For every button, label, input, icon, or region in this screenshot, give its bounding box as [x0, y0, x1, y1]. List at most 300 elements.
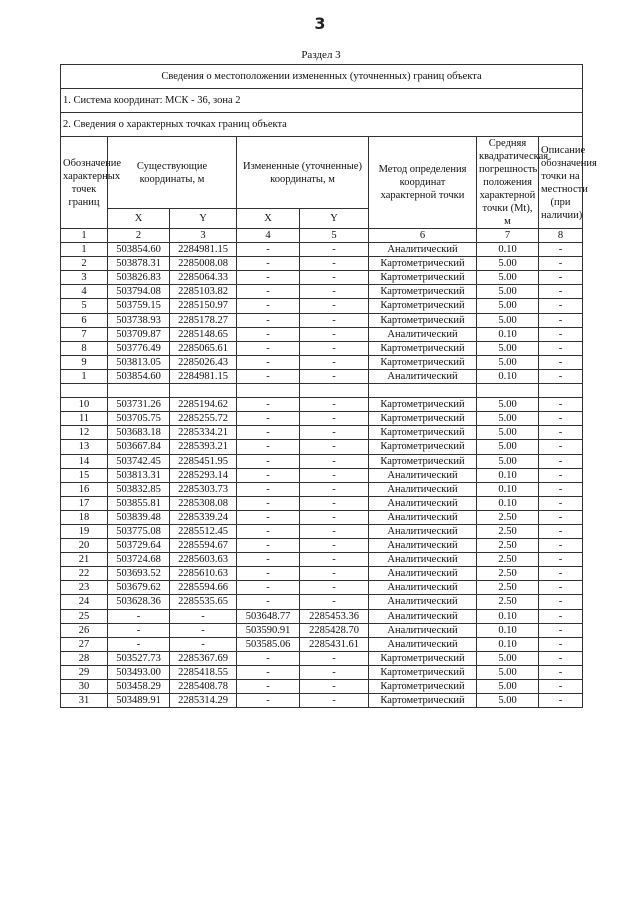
- table-row: [61, 327, 583, 341]
- cell-existing-x: 503705.75: [108, 412, 170, 426]
- cell-point-number: 28: [61, 651, 108, 665]
- cell-changed-y: -: [300, 651, 369, 665]
- cell-method: Аналитический: [369, 539, 477, 553]
- cell-existing-y: 2285339.24: [170, 510, 237, 524]
- cell-error: 0.10: [477, 468, 539, 482]
- header-point: Обозначение характерных точек границ: [61, 137, 108, 229]
- cell-changed-y: -: [300, 341, 369, 355]
- cell-changed-x: -: [237, 468, 300, 482]
- cell-description: -: [539, 271, 583, 285]
- cell-point-number: 5: [61, 299, 108, 313]
- cell-changed-x: -: [237, 243, 300, 257]
- cell-existing-y: 2284981.15: [170, 369, 237, 383]
- cell-point-number: 20: [61, 539, 108, 553]
- cell-changed-x: -: [237, 665, 300, 679]
- cell-changed-y: -: [300, 468, 369, 482]
- cell-changed-y: -: [300, 398, 369, 412]
- cell-description: -: [539, 243, 583, 257]
- header-description: Описание обозначения точки на местности (при наличии): [539, 137, 583, 229]
- cell-description: -: [539, 595, 583, 609]
- cell-point-number: 4: [61, 285, 108, 299]
- cell-description: -: [539, 694, 583, 708]
- cell-description: -: [539, 398, 583, 412]
- cell-changed-y: -: [300, 327, 369, 341]
- cell-changed-y: -: [300, 285, 369, 299]
- cell-error: 0.10: [477, 637, 539, 651]
- cell-point-number: 13: [61, 440, 108, 454]
- cell-existing-y: 2285334.21: [170, 426, 237, 440]
- cell-existing-x: 503729.64: [108, 539, 170, 553]
- cell-changed-x: -: [237, 581, 300, 595]
- cell-changed-x: -: [237, 341, 300, 355]
- cell-description: -: [539, 680, 583, 694]
- cell-changed-x: -: [237, 398, 300, 412]
- cell-error: 5.00: [477, 426, 539, 440]
- cell-changed-x: -: [237, 496, 300, 510]
- cell-changed-x: -: [237, 440, 300, 454]
- cell-method: Аналитический: [369, 510, 477, 524]
- cell-changed-x: -: [237, 454, 300, 468]
- cell-description: -: [539, 327, 583, 341]
- cell-error: 0.10: [477, 327, 539, 341]
- cell-method: Аналитический: [369, 553, 477, 567]
- header-changed-x: X: [237, 209, 300, 229]
- cell-existing-x: 503527.73: [108, 651, 170, 665]
- cell-error: 5.00: [477, 412, 539, 426]
- cell-error: 2.50: [477, 553, 539, 567]
- cell-changed-y: -: [300, 369, 369, 383]
- cell-changed-y: -: [300, 665, 369, 679]
- column-number: 4: [237, 229, 300, 243]
- cell-changed-x: -: [237, 426, 300, 440]
- cell-changed-y: -: [300, 482, 369, 496]
- cell-changed-x: -: [237, 510, 300, 524]
- cell-error: 5.00: [477, 313, 539, 327]
- cell-method: Картометрический: [369, 680, 477, 694]
- table-row: [61, 595, 583, 609]
- cell-existing-x: -: [108, 637, 170, 651]
- cell-point-number: 27: [61, 637, 108, 651]
- column-number: 3: [170, 229, 237, 243]
- cell-changed-x: -: [237, 412, 300, 426]
- table-row: [61, 581, 583, 595]
- cell-point-number: [61, 384, 108, 398]
- cell-method: Картометрический: [369, 257, 477, 271]
- column-numbers-row: [61, 229, 583, 243]
- cell-existing-x: 503855.81: [108, 496, 170, 510]
- cell-error: 5.00: [477, 398, 539, 412]
- cell-existing-y: 2285255.72: [170, 412, 237, 426]
- cell-error: 5.00: [477, 694, 539, 708]
- cell-existing-x: 503724.68: [108, 553, 170, 567]
- table-row: [61, 510, 583, 524]
- cell-description: -: [539, 355, 583, 369]
- cell-existing-y: 2285393.21: [170, 440, 237, 454]
- cell-existing-x: 503776.49: [108, 341, 170, 355]
- cell-point-number: 30: [61, 680, 108, 694]
- cell-existing-x: 503731.26: [108, 398, 170, 412]
- cell-point-number: 18: [61, 510, 108, 524]
- cell-existing-y: 2285603.63: [170, 553, 237, 567]
- cell-existing-x: 503759.15: [108, 299, 170, 313]
- cell-changed-x: -: [237, 285, 300, 299]
- cell-changed-x: -: [237, 299, 300, 313]
- cell-changed-x: -: [237, 271, 300, 285]
- cell-changed-y: -: [300, 299, 369, 313]
- cell-existing-y: 2285418.55: [170, 665, 237, 679]
- cell-existing-y: 2285103.82: [170, 285, 237, 299]
- cell-error: 2.50: [477, 595, 539, 609]
- cell-existing-x: 503813.31: [108, 468, 170, 482]
- cell-changed-x: -: [237, 567, 300, 581]
- cell-existing-y: 2285026.43: [170, 355, 237, 369]
- table-row: [61, 609, 583, 623]
- table-row: [61, 426, 583, 440]
- cell-description: -: [539, 468, 583, 482]
- cell-description: -: [539, 454, 583, 468]
- cell-method: Аналитический: [369, 468, 477, 482]
- column-number: 7: [477, 229, 539, 243]
- cell-existing-y: -: [170, 637, 237, 651]
- cell-existing-y: 2285194.62: [170, 398, 237, 412]
- cell-changed-x: -: [237, 553, 300, 567]
- cell-existing-y: [170, 384, 237, 398]
- cell-changed-x: 503590.91: [237, 623, 300, 637]
- cell-changed-y: -: [300, 694, 369, 708]
- cell-point-number: 1: [61, 243, 108, 257]
- cell-changed-y: -: [300, 454, 369, 468]
- cell-method: Картометрический: [369, 412, 477, 426]
- section-heading: Раздел 3: [301, 49, 341, 61]
- cell-error: 0.10: [477, 609, 539, 623]
- cell-existing-y: 2285303.73: [170, 482, 237, 496]
- cell-error: 5.00: [477, 299, 539, 313]
- table-row: [61, 440, 583, 454]
- table-row: [61, 384, 583, 398]
- header-existing: Существующие координаты, м: [108, 137, 237, 209]
- table-row: [61, 524, 583, 538]
- cell-existing-x: 503683.18: [108, 426, 170, 440]
- cell-method: Картометрический: [369, 313, 477, 327]
- cell-existing-x: 503813.05: [108, 355, 170, 369]
- cell-changed-x: 503585.06: [237, 637, 300, 651]
- cell-existing-x: 503709.87: [108, 327, 170, 341]
- cell-point-number: 24: [61, 595, 108, 609]
- boundary-points-table: [60, 64, 597, 708]
- cell-description: -: [539, 482, 583, 496]
- cell-error: 5.00: [477, 355, 539, 369]
- cell-error: 2.50: [477, 539, 539, 553]
- cell-changed-x: -: [237, 539, 300, 553]
- cell-point-number: 1: [61, 369, 108, 383]
- table-row: [61, 398, 583, 412]
- table-row: [61, 539, 583, 553]
- cell-point-number: 3: [61, 271, 108, 285]
- cell-method: Картометрический: [369, 426, 477, 440]
- cell-description: -: [539, 496, 583, 510]
- cell-error: 2.50: [477, 524, 539, 538]
- cell-error: 0.10: [477, 496, 539, 510]
- cell-point-number: 21: [61, 553, 108, 567]
- cell-existing-y: 2285064.33: [170, 271, 237, 285]
- table-row: [61, 299, 583, 313]
- table-row: [61, 468, 583, 482]
- cell-error: 5.00: [477, 454, 539, 468]
- cell-point-number: 10: [61, 398, 108, 412]
- cell-existing-y: 2285178.27: [170, 313, 237, 327]
- cell-existing-y: 2285512.45: [170, 524, 237, 538]
- cell-error: 5.00: [477, 440, 539, 454]
- cell-error: 2.50: [477, 567, 539, 581]
- cell-method: Картометрический: [369, 341, 477, 355]
- cell-method: Аналитический: [369, 327, 477, 341]
- cell-method: Аналитический: [369, 637, 477, 651]
- column-number: 6: [369, 229, 477, 243]
- cell-existing-y: 2285367.69: [170, 651, 237, 665]
- table-row: [61, 369, 583, 383]
- header-changed: Измененные (уточненные) координаты, м: [237, 137, 369, 209]
- cell-changed-y: -: [300, 553, 369, 567]
- cell-method: Аналитический: [369, 243, 477, 257]
- cell-existing-y: -: [170, 609, 237, 623]
- cell-point-number: 15: [61, 468, 108, 482]
- cell-method: [369, 384, 477, 398]
- coord-system: 1. Система координат: МСК - 36, зона 2: [61, 89, 583, 113]
- cell-changed-y: -: [300, 496, 369, 510]
- table-row: [61, 651, 583, 665]
- cell-error: 2.50: [477, 581, 539, 595]
- cell-description: -: [539, 567, 583, 581]
- cell-changed-x: -: [237, 595, 300, 609]
- cell-existing-x: 503742.45: [108, 454, 170, 468]
- cell-error: 5.00: [477, 257, 539, 271]
- cell-changed-y: -: [300, 271, 369, 285]
- cell-existing-y: 2285594.66: [170, 581, 237, 595]
- cell-changed-y: -: [300, 595, 369, 609]
- cell-method: Аналитический: [369, 567, 477, 581]
- cell-method: Аналитический: [369, 524, 477, 538]
- cell-point-number: 9: [61, 355, 108, 369]
- table-row: [61, 243, 583, 257]
- cell-existing-y: 2285150.97: [170, 299, 237, 313]
- cell-point-number: 16: [61, 482, 108, 496]
- cell-description: -: [539, 341, 583, 355]
- cell-changed-x: [237, 384, 300, 398]
- header-error: Средняя квадратическая погрешность положения характерной точки (Mt), м: [477, 137, 539, 229]
- cell-method: Аналитический: [369, 623, 477, 637]
- cell-changed-y: -: [300, 680, 369, 694]
- cell-changed-y: 2285453.36: [300, 609, 369, 623]
- cell-existing-y: 2285148.65: [170, 327, 237, 341]
- cell-method: Картометрический: [369, 651, 477, 665]
- cell-changed-y: -: [300, 581, 369, 595]
- cell-existing-x: [108, 384, 170, 398]
- cell-method: Картометрический: [369, 299, 477, 313]
- cell-point-number: 19: [61, 524, 108, 538]
- cell-method: Картометрический: [369, 665, 477, 679]
- cell-existing-x: 503458.29: [108, 680, 170, 694]
- cell-method: Аналитический: [369, 609, 477, 623]
- column-number: 2: [108, 229, 170, 243]
- column-number: 5: [300, 229, 369, 243]
- table-row: [61, 257, 583, 271]
- cell-point-number: 14: [61, 454, 108, 468]
- column-number: 1: [61, 229, 108, 243]
- cell-description: [539, 384, 583, 398]
- table-row: [61, 355, 583, 369]
- cell-existing-y: 2285308.08: [170, 496, 237, 510]
- cell-error: 0.10: [477, 482, 539, 496]
- table-row: [61, 313, 583, 327]
- cell-existing-x: -: [108, 609, 170, 623]
- cell-point-number: 12: [61, 426, 108, 440]
- cell-changed-x: 503648.77: [237, 609, 300, 623]
- cell-point-number: 17: [61, 496, 108, 510]
- cell-point-number: 11: [61, 412, 108, 426]
- cell-point-number: 6: [61, 313, 108, 327]
- cell-method: Картометрический: [369, 440, 477, 454]
- cell-description: -: [539, 313, 583, 327]
- cell-existing-y: 2285314.29: [170, 694, 237, 708]
- cell-error: 0.10: [477, 243, 539, 257]
- table-row: [61, 680, 583, 694]
- cell-method: Аналитический: [369, 595, 477, 609]
- table-row: [61, 454, 583, 468]
- table-row: [61, 412, 583, 426]
- cell-changed-x: -: [237, 355, 300, 369]
- cell-changed-y: -: [300, 524, 369, 538]
- cell-existing-y: 2285008.08: [170, 257, 237, 271]
- cell-existing-x: 503667.84: [108, 440, 170, 454]
- cell-changed-y: 2285428.70: [300, 623, 369, 637]
- cell-error: [477, 384, 539, 398]
- table-row: [61, 271, 583, 285]
- cell-existing-x: 503794.08: [108, 285, 170, 299]
- cell-description: -: [539, 299, 583, 313]
- table-row: [61, 623, 583, 637]
- table-row: [61, 567, 583, 581]
- cell-changed-x: -: [237, 327, 300, 341]
- cell-point-number: 25: [61, 609, 108, 623]
- cell-existing-x: 503693.52: [108, 567, 170, 581]
- cell-existing-x: 503854.60: [108, 369, 170, 383]
- cell-method: Картометрический: [369, 398, 477, 412]
- cell-changed-x: -: [237, 313, 300, 327]
- cell-description: -: [539, 369, 583, 383]
- cell-method: Аналитический: [369, 496, 477, 510]
- cell-point-number: 2: [61, 257, 108, 271]
- cell-existing-x: 503489.91: [108, 694, 170, 708]
- cell-method: Картометрический: [369, 285, 477, 299]
- cell-changed-x: -: [237, 369, 300, 383]
- cell-error: 5.00: [477, 651, 539, 665]
- cell-point-number: 29: [61, 665, 108, 679]
- cell-method: Аналитический: [369, 482, 477, 496]
- cell-description: -: [539, 623, 583, 637]
- cell-existing-y: 2285535.65: [170, 595, 237, 609]
- cell-existing-x: 503832.85: [108, 482, 170, 496]
- cell-method: Картометрический: [369, 271, 477, 285]
- table-row: [61, 665, 583, 679]
- cell-error: 2.50: [477, 510, 539, 524]
- table-row: [61, 637, 583, 651]
- cell-description: -: [539, 539, 583, 553]
- cell-existing-x: 503679.62: [108, 581, 170, 595]
- table-row: [61, 482, 583, 496]
- cell-description: -: [539, 524, 583, 538]
- cell-existing-y: -: [170, 623, 237, 637]
- cell-description: -: [539, 426, 583, 440]
- cell-error: 5.00: [477, 665, 539, 679]
- cell-existing-x: 503738.93: [108, 313, 170, 327]
- cell-description: -: [539, 440, 583, 454]
- cell-method: Картометрический: [369, 454, 477, 468]
- cell-description: -: [539, 637, 583, 651]
- cell-description: -: [539, 510, 583, 524]
- cell-existing-y: 2285408.78: [170, 680, 237, 694]
- header-existing-y: Y: [170, 209, 237, 229]
- cell-point-number: 23: [61, 581, 108, 595]
- cell-point-number: 8: [61, 341, 108, 355]
- cell-existing-x: 503839.48: [108, 510, 170, 524]
- page-number: 3: [314, 14, 326, 33]
- cell-description: -: [539, 665, 583, 679]
- column-number: 8: [539, 229, 583, 243]
- cell-existing-y: 2284981.15: [170, 243, 237, 257]
- table-title: Сведения о местоположении измененных (уточненных) границ объекта: [61, 65, 583, 89]
- cell-point-number: 7: [61, 327, 108, 341]
- header-existing-x: X: [108, 209, 170, 229]
- header-changed-y: Y: [300, 209, 369, 229]
- cell-description: -: [539, 285, 583, 299]
- cell-description: -: [539, 609, 583, 623]
- cell-method: Аналитический: [369, 581, 477, 595]
- points-title: 2. Сведения о характерных точках границ объекта: [61, 113, 583, 137]
- cell-changed-x: -: [237, 680, 300, 694]
- cell-existing-y: 2285293.14: [170, 468, 237, 482]
- cell-existing-x: 503826.83: [108, 271, 170, 285]
- cell-error: 5.00: [477, 341, 539, 355]
- table-row: [61, 694, 583, 708]
- cell-method: Аналитический: [369, 369, 477, 383]
- table-row: [61, 496, 583, 510]
- cell-changed-y: -: [300, 243, 369, 257]
- cell-changed-y: -: [300, 567, 369, 581]
- table-row: [61, 285, 583, 299]
- cell-point-number: 31: [61, 694, 108, 708]
- cell-error: 0.10: [477, 369, 539, 383]
- cell-error: 5.00: [477, 285, 539, 299]
- cell-changed-x: -: [237, 524, 300, 538]
- cell-changed-y: -: [300, 440, 369, 454]
- cell-description: -: [539, 257, 583, 271]
- cell-existing-y: 2285594.67: [170, 539, 237, 553]
- cell-changed-y: -: [300, 355, 369, 369]
- cell-changed-y: -: [300, 313, 369, 327]
- cell-changed-y: -: [300, 257, 369, 271]
- cell-description: -: [539, 412, 583, 426]
- cell-point-number: 22: [61, 567, 108, 581]
- cell-method: Картометрический: [369, 355, 477, 369]
- cell-existing-x: 503775.08: [108, 524, 170, 538]
- cell-changed-y: -: [300, 412, 369, 426]
- cell-method: Картометрический: [369, 694, 477, 708]
- cell-existing-x: 503493.00: [108, 665, 170, 679]
- cell-existing-x: 503628.36: [108, 595, 170, 609]
- cell-changed-x: -: [237, 257, 300, 271]
- table-row: [61, 553, 583, 567]
- cell-changed-y: -: [300, 426, 369, 440]
